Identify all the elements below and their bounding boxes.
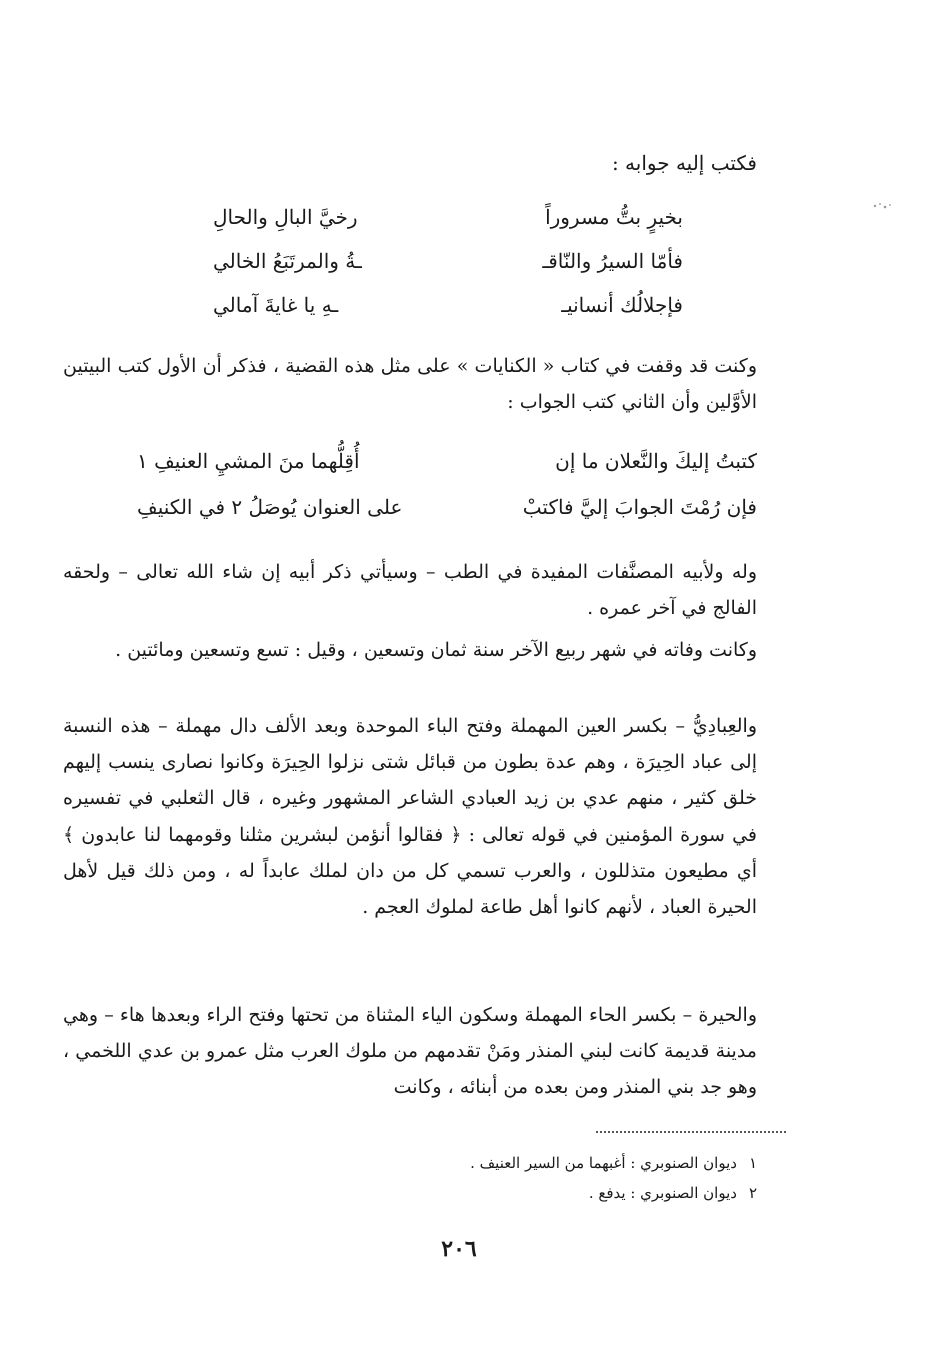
paragraph-hira: والحيرة – بكسر الحاء المهملة وسكون الياء المثناة من تحتها وفتح الراء وبعدها هاء – وهي مدينة قديمة كانت لبني المنذر ومَنْ تقدمهم من ملوك العرب مثل عمرو بن عدي اللخمي ، وهو جد بني المنذر ومن بعده من أبنائه ، وكانت bbox=[63, 1004, 757, 1099]
hemistich-first: فأمّا السيرُ والنّاقـ bbox=[542, 249, 683, 273]
hemistich-second: رخيَّ البالِ والحالِ bbox=[213, 205, 358, 229]
paragraph-kinayat: وكنت قد وقفت في كتاب « الكنايات » على مثل هذه القضية ، فذكر أن الأول كتب البيتين الأوَّلين وأن الثاني كتب الجواب : bbox=[63, 355, 757, 414]
hemistich-second: ـةُ والمرتَبَعُ الخالي bbox=[213, 249, 362, 273]
hemistich-first: فإجلالُك أنسانيـ bbox=[561, 293, 683, 317]
poem-one-verse-1 bbox=[213, 202, 683, 232]
footnote-number: ٢ bbox=[748, 1184, 757, 1202]
poem-two-verse-2 bbox=[137, 492, 757, 522]
hemistich-first: كتبتُ إليكَ والنَّعلان ما إن bbox=[555, 449, 757, 473]
poem-one-verse-3 bbox=[213, 290, 683, 320]
scan-speck-marks bbox=[872, 200, 894, 212]
hemistich-first: فإن رُمْتَ الجوابَ إليَّ فاكتبْ bbox=[522, 495, 757, 519]
hemistich-first: بخيرٍ بتُّ مسروراً bbox=[545, 205, 683, 229]
poem-one-verse-2 bbox=[213, 246, 683, 276]
hemistich-second: على العنوان يُوصَلُ ٢ في الكنيفِ bbox=[137, 495, 403, 519]
intro-line: فكتب إليه جوابه : bbox=[611, 151, 757, 175]
paragraph-father: وله ولأبيه المصنَّفات المفيدة في الطب – وسيأتي ذكر أبيه إن شاء الله تعالى – ولحقه الفالج في آخر عمره . bbox=[63, 561, 757, 620]
footnote-number: ١ bbox=[748, 1154, 757, 1172]
hemistich-second: ـهِ يا غايةَ آمالي bbox=[213, 293, 339, 317]
footnote-separator bbox=[596, 1131, 786, 1133]
paragraph-ibadi: والعِبادِيُّ – بكسر العين المهملة وفتح الباء الموحدة وبعد الألف دال مهملة – هذه النسبة إلى عباد الحِيرَة ، وهم عدة بطون من قبائل شتى نزلوا الحِيرَة وكانوا نصارى ينسب إليهم خلق كثير ، منهم عدي بن زيد العبادي الشاعر المشهور وغيره ، قال الثعلبي في تفسيره في سورة المؤمنين في قوله تعالى : ﴿ فقالوا أنؤمن لبشرين مثلنا وقومهما لنا عابدون ﴾ أي مطيعون متذللون ، والعرب تسمي كل من دان لملك عابداً له ، ومن ذلك قيل لأهل الحيرة العباد ، لأنهم كانوا أهل طاعة لملوك العجم . bbox=[63, 715, 757, 919]
footnote-text: ديوان الصنوبري : أغبهما من السير العنيف . bbox=[470, 1154, 737, 1172]
footnote-2 bbox=[589, 1182, 757, 1204]
poem-two-verse-1 bbox=[137, 446, 757, 476]
hemistich-second: أُقِلُّهما منَ المشيِ العنيفِ ١ bbox=[137, 449, 360, 473]
footnote-1 bbox=[470, 1152, 757, 1174]
page-number: ٢٠٦ bbox=[441, 1236, 477, 1262]
footnote-text: ديوان الصنوبري : يدفع . bbox=[588, 1184, 737, 1202]
paragraph-death: وكانت وفاته في شهر ربيع الآخر سنة ثمان وتسعين ، وقيل : تسع وتسعين ومائتين . bbox=[115, 639, 757, 661]
